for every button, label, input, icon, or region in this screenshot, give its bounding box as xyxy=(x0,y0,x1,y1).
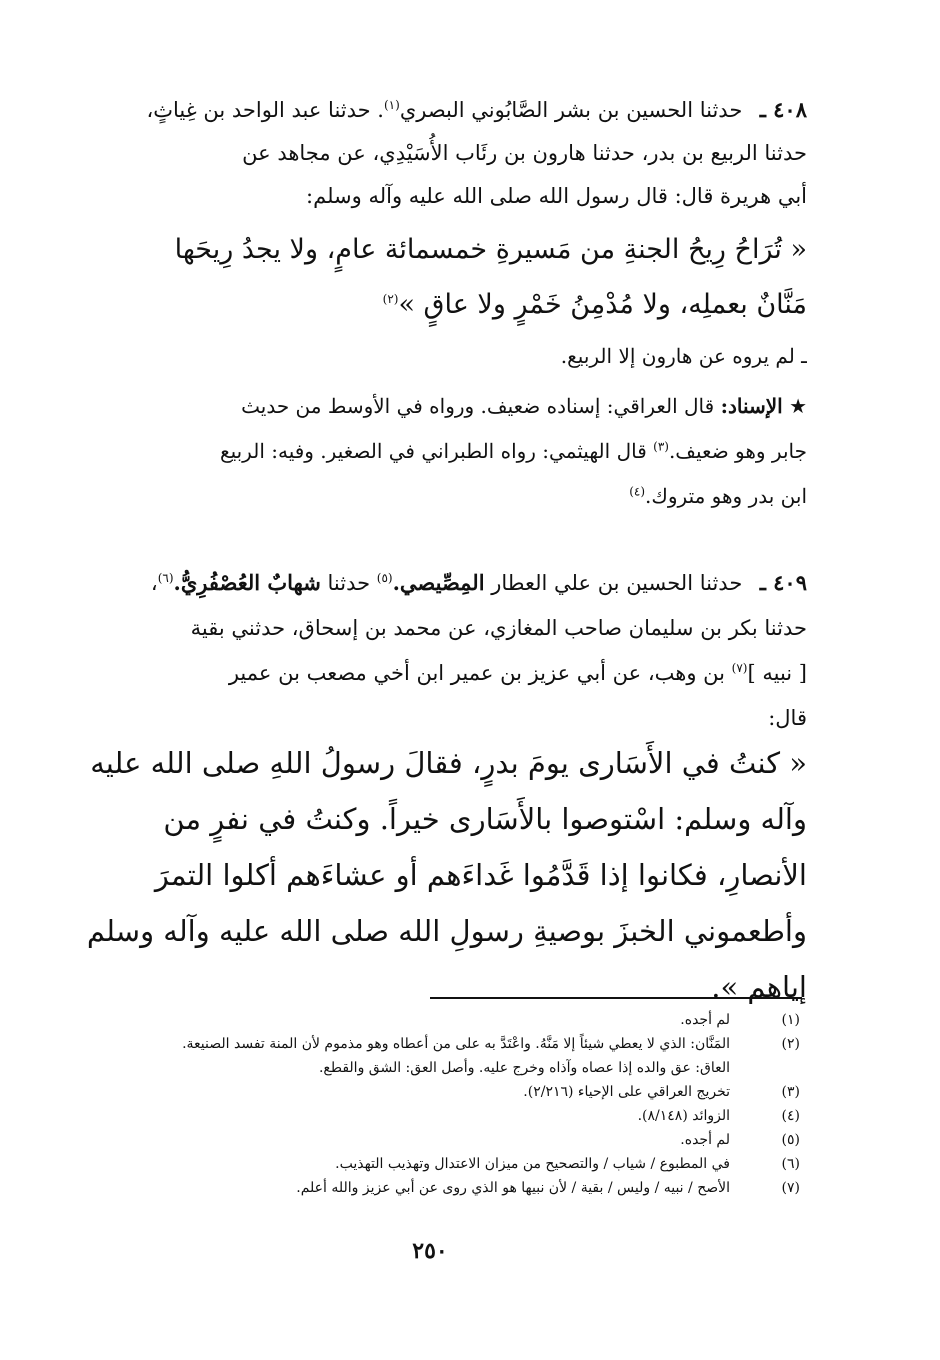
narrator-nisba: المِصِّيصي. xyxy=(392,570,485,595)
hadith-409-number: ٤٠٩ ـ xyxy=(759,570,807,595)
footnote-7 xyxy=(128,1176,800,1200)
footnote-divider xyxy=(430,997,802,999)
hadith-408-text: . حدثنا عبد الواحد بن غِياثٍ، xyxy=(146,98,384,122)
footnote-number: (٧) xyxy=(781,1180,800,1196)
footnote-number: (٣) xyxy=(781,1084,800,1100)
hadith-409-line-1 xyxy=(62,560,807,606)
hadith-409-text: [ نبيه ] xyxy=(747,661,807,685)
footnote-ref-2[interactable]: (٢) xyxy=(382,292,399,306)
page-number: ٢٥٠ xyxy=(412,1238,448,1264)
isnad-text: جابر وهو ضعيف. xyxy=(668,439,807,463)
isnad-block xyxy=(62,384,807,519)
hadith-409-text: ، xyxy=(150,571,158,595)
isnad-line-3 xyxy=(62,474,807,519)
isnad-text: ابن بدر وهو متروك. xyxy=(645,484,807,508)
hadith-409-line-3 xyxy=(62,651,807,696)
hadith-408-note xyxy=(62,340,815,372)
footnote-1 xyxy=(128,1008,800,1032)
isnad-text: قال الهيثمي: رواه الطبراني في الصغير. وفيه: الربيع xyxy=(219,439,654,463)
quote-line-1: « تُرَاحُ رِيحُ الجنةِ من مَسيرةِ خمسمائة عامٍ، ولا يجدُ رِيحَها xyxy=(174,234,807,265)
footnote-ref-1[interactable]: (١) xyxy=(383,98,400,112)
footnote-text: لم أجده. xyxy=(680,1132,730,1148)
isnad-line-2 xyxy=(62,429,807,474)
footnote-6 xyxy=(128,1152,800,1176)
footnote-ref-3[interactable]: (٣) xyxy=(653,439,669,454)
quote-line-2-text: مَنَّانٌ بعملِه، ولا مُدْمِنُ خَمْرٍ ولا عاقٍ » xyxy=(398,289,807,320)
footnote-text: تخريج العراقي على الإحياء (٢/٢١٦). xyxy=(523,1084,730,1100)
hadith-408-line-1 xyxy=(62,88,807,132)
quote-line-5: إياهم ». xyxy=(711,970,807,1004)
narration-note: ـ لم يروه عن هارون إلا الربيع. xyxy=(560,344,807,368)
quote-line-3: الأنصارِ، فكانوا إذا قَدَّمُوا غَداءَهم أو عشاءَهم أكلوا التمرَ xyxy=(154,858,807,892)
footnote-text: الأصح / نبيه / وليس / بقية / لأن نبيها هو الذي روى عن أبي عزيز والله أعلم. xyxy=(296,1180,730,1196)
hadith-408-quote xyxy=(62,222,815,332)
footnote-number: (٦) xyxy=(781,1156,800,1172)
isnad-label: الإسناد: xyxy=(720,394,783,418)
footnote-ref-5[interactable]: (٥) xyxy=(376,571,393,585)
footnote-3 xyxy=(128,1080,800,1104)
footnote-number: (١) xyxy=(781,1012,800,1028)
footnote-ref-7[interactable]: (٧) xyxy=(731,661,748,675)
footnote-2-continuation xyxy=(128,1056,800,1080)
footnote-text: العاق: عق والده إذا عصاه وآذاه وخرج عليه. وأصل العق: الشق والقطع. xyxy=(318,1060,730,1076)
quote-line-2 xyxy=(62,277,807,332)
footnote-text: لم أجده. xyxy=(680,1012,730,1028)
hadith-408-header xyxy=(62,88,807,218)
footnote-number: (٤) xyxy=(781,1108,800,1124)
hadith-409-line-2: حدثنا بكر بن سليمان صاحب المغازي، عن محمد بن إسحاق، حدثني بقية xyxy=(190,616,807,640)
narrator-name: شهابٌ العُصْفُرِيُّ. xyxy=(173,570,321,595)
hadith-409-quote xyxy=(62,735,807,1015)
footnote-5 xyxy=(128,1128,800,1152)
footnote-4 xyxy=(128,1104,800,1128)
footnote-text: في المطبوع / شياب / والتصحيح من ميزان الاعتدال وتهذيب التهذيب. xyxy=(335,1156,730,1172)
footnote-text: الزوائد (٨/١٤٨). xyxy=(637,1108,730,1124)
quote-line-4: وأطعموني الخبزَ بوصيةِ رسولِ الله صلى الله عليه وآله وسلم xyxy=(86,914,807,948)
footnote-number: (٢) xyxy=(781,1036,800,1052)
hadith-409-text: حدثنا الحسين بن علي العطار xyxy=(484,571,743,595)
star-icon: ★ xyxy=(789,394,807,418)
quote-line-2: وآله وسلم: اسْتوصوا بالأَسَارى خيراً. وكنتُ في نفرٍ من xyxy=(163,802,807,836)
footnotes xyxy=(128,1008,800,1200)
hadith-408-line-3: أبي هريرة قال: قال رسول الله صلى الله عليه وآله وسلم: xyxy=(306,184,807,208)
footnote-number: (٥) xyxy=(781,1132,800,1148)
hadith-408-line-2: حدثنا الربيع بن بدر، حدثنا هارون بن رئَاب الأُسَيْدِي، عن مجاهد عن xyxy=(242,141,807,165)
hadith-409-line-4: قال: xyxy=(768,706,807,730)
isnad-line-1 xyxy=(62,384,807,429)
footnote-ref-4[interactable]: (٤) xyxy=(629,484,646,499)
hadith-409-text: حدثنا xyxy=(320,571,377,595)
quote-line-1: « كنتُ في الأَسَارى يومَ بدرٍ، فقالَ رسولُ اللهِ صلى الله عليه xyxy=(90,746,807,780)
footnote-text: المَنَّان: الذي لا يعطي شيئاً إلا مَنَّهُ. واعْتَدَّ به على من أعطاه وهو مذموم لأن المنة تفسد الصنيعة. xyxy=(182,1036,730,1052)
hadith-408-number: ٤٠٨ ـ xyxy=(759,97,807,122)
hadith-409-header xyxy=(62,560,807,741)
footnote-2 xyxy=(128,1032,800,1056)
hadith-408-text: حدثنا الحسين بن بشر الصَّابُوني البصري xyxy=(399,98,743,122)
isnad-text: قال العراقي: إسناده ضعيف. ورواه في الأوسط من حديث xyxy=(241,394,715,418)
hadith-409-text: بن وهب، عن أبي عزيز بن عمير ابن أخي مصعب بن عمير xyxy=(228,661,732,685)
footnote-ref-6[interactable]: (٦) xyxy=(157,571,174,585)
